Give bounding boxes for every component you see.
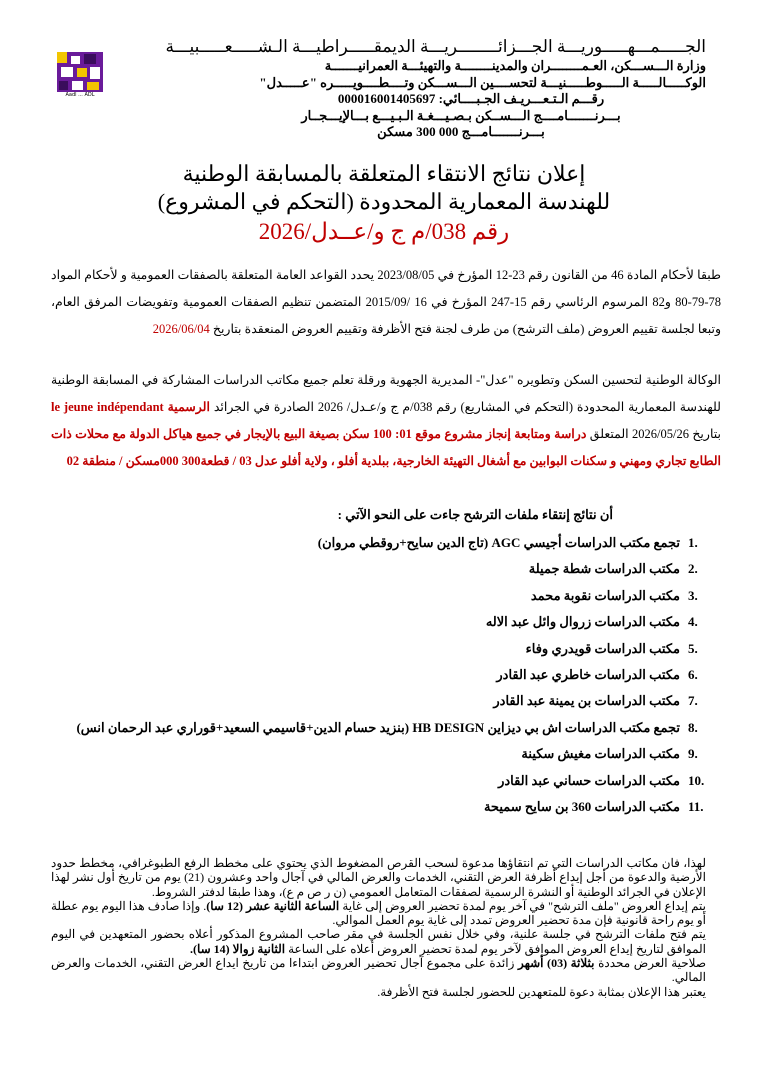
list-item: 1. تجمع مكتب الدراسات أجيسي AGC (تاج الدين سايح+روقطي مروان) <box>317 535 698 550</box>
notice-text-1: الوكالة الوطنية لتحسين السكن وتطويره "عدل"- المديرية الجهوية ورقلة تعلم جميع مكاتب الدراسات المشاركة في المسابقة الوطنية للهندسة المعمارية المحدودة (التحكم في المشاريع) رقم 038/م ج و/عـدل/ 2026 الصادرة في الجرائد <box>51 373 721 414</box>
title-line-1: إعلان نتائج الانتقاء المتعلقة بالمسابقة الوطنية <box>182 161 586 186</box>
program-line: بـــرنـــــــامــــج الـــســكن بـصـيـــغـة الـبـيـــع بـــالإيـــجــار <box>301 107 621 123</box>
list-item: 9. مكتب الدراسات مغيش سكينة <box>521 746 698 762</box>
logo-caption: Aadl ... ADL <box>65 92 95 98</box>
tax-id-line: رقـــم الـتـعـــريـف الجـبــــائي: 000016001405697 <box>337 91 605 106</box>
results-list <box>66 530 706 820</box>
agency-line: الوكـــــالـــــة الـــــوطـــــنيـــة لتحســــين الـــســـكن وتــــطــــويـــــره "عـــــدل" <box>259 74 706 90</box>
list-item: 3. مكتب الدراسات نقوبة محمد <box>530 587 698 603</box>
legal-basis-paragraph <box>51 262 721 343</box>
title-line-2: للهندسة المعمارية المحدودة (التحكم في المشروع) <box>157 189 611 214</box>
republic-line: الجـــــمـــهـــــوريـــة الجـــزائــــــــريـــة الديمقـــــراطيـــة الـشـــــعـــــبيـــة <box>165 37 706 56</box>
results-intro: أن نتائج إنتقاء ملفات الترشح جاءت على النحو الآتي : <box>337 507 613 522</box>
title-number: رقم 038/م ج و/عــدل/2026 <box>258 219 510 244</box>
ministry-line: وزارة الـــســـكن، العـمــــــــران والمدينــــــــة والتهيئـــة العمرانيـــــــة <box>324 58 706 73</box>
list-item: 7. مكتب الدراسات بن يمينة عبد القادر <box>493 693 698 709</box>
announcement-title <box>0 160 768 248</box>
list-item: 2. مكتب الدراسات شطة جميلة <box>528 561 698 577</box>
closing-paragraph-4: صلاحية العرض محددة بثلاثة (03) أشهر زائدة على مجموع آجال تحضير العروض ابتداءا من تاريخ ايداع العرض التقني، الخدمات والعرض المالي. <box>51 956 707 985</box>
session-date: 2026/06/04 <box>152 322 210 336</box>
legal-basis-text: طبقا لأحكام المادة 46 من القانون رقم 23-12 المؤرخ في 2023/08/05 يحدد القواعد العامة المتعلقة بالصفقات العمومية و لأحكام المواد 78-79-80 و82 المرسوم الرئاسي رقم 15-247 المؤرخ في 16 /2015/09 المتضمن تنظيم الصفقات العمومية وتفويضات المرفق العام، وتبعا لجلسة تقييم العروض (ملف الترشح) من طرف لجنة فتح الأظرفة وتقييم العروض المنعقدة بتاريخ <box>51 268 721 336</box>
newspapers-names: الرسمية le jeune indépendant <box>51 400 210 414</box>
closing-paragraph-1: لهذا، فان مكاتب الدراسات التي تم انتقاؤها مدعوة لسحب القرص المضغوط الذي يحتوي على مخطط الرفع الطبوغرافي، مخطط حدود الأرضية والدعوة من أجل إيداع أظرفة العرض التقني، الخدمات والعرض المالي في آجال واحد وعشرون (21) يوم من تاريخ أول نشر لهذا الإعلان في الجرائد الوطنية أو النشرة الرسمية لصفقات المتعامل العمومي (ن ر ص م ع)، وهذا طبقا لدفتر الشروط. <box>51 856 706 899</box>
list-item: 6. مكتب الدراسات خاطري عبد القادر <box>496 666 698 682</box>
list-item: 11. مكتب الدراسات 360 بن سايح سميحة <box>483 798 704 814</box>
closing-paragraph-2: يتم إيداع العروض "ملف الترشح" في آخر يوم لمدة تحضير العروض إلى غاية الساعة الثانية عشر (12 سا). وإذا صادف هذا اليوم يوم عطلة أو يوم راحة قانونية فإن مدة تحضير العروض تمدد إلى غاية يوم العمل الموالي. <box>51 898 707 928</box>
list-item: 4. مكتب الدراسات زروال وائل عبد الاله <box>485 614 698 630</box>
aadl-logo-icon <box>57 52 103 92</box>
validity-period: بثلاثة (03) أشهر <box>517 956 595 971</box>
notice-text-2: بتاريخ 2026/05/26 المتعلق <box>589 427 722 441</box>
opening-hour: الثانية زوالا (14 سا). <box>189 941 286 956</box>
list-item: 10. مكتب الدراسات حساني عبد القادر <box>498 772 705 788</box>
letterhead <box>106 36 706 141</box>
list-item: 8. تجمع مكتب الدراسات اش بي ديزاين HB DESIGN (بنزيد حسام الدين+قاسيمي السعيد+قوراري عبد الرحمان انس) <box>76 719 698 735</box>
deadline-hour: الساعة الثانية عشر (12 سا) <box>206 898 340 913</box>
closing-paragraph-3: يتم فتح ملفات الترشح في جلسة علنية، وفي خلال نفس الجلسة في مقر صاحب المشروع المذكور أعلاه بحضور المتعهدين في اليوم الموافق لتاريخ إيداع العروض الموافق لآخر يوم لمدة تحضير العروض أعلاه على الساعة الثانية زوالا (14 سا). <box>51 927 706 956</box>
project-description: دراسة ومتابعة إنجاز مشروع موقع 01: 100 سكن بصيغة البيع بالإيجار في جميع هياكل الدولة مع محلات ذات الطابع تجاري ومهني و سكنات البوابين مع أشغال التهيئة الخارجية، ببلدية أفلو ، ولاية أفلو عدل 03 / قطعة300 000مسكن / منطقة 02 <box>51 427 721 468</box>
closing-paragraph-5: يعتبر هذا الإعلان بمثابة دعوة للمتعهدين للحضور لجلسة فتح الأظرفة. <box>377 984 706 999</box>
closing-section <box>51 856 706 999</box>
notice-paragraph <box>51 367 721 475</box>
list-item: 5. مكتب الدراسات قويدري وفاء <box>525 640 698 656</box>
program-units-line: بـــرنـــــــامـــج 000 300 مسكن <box>377 124 545 139</box>
